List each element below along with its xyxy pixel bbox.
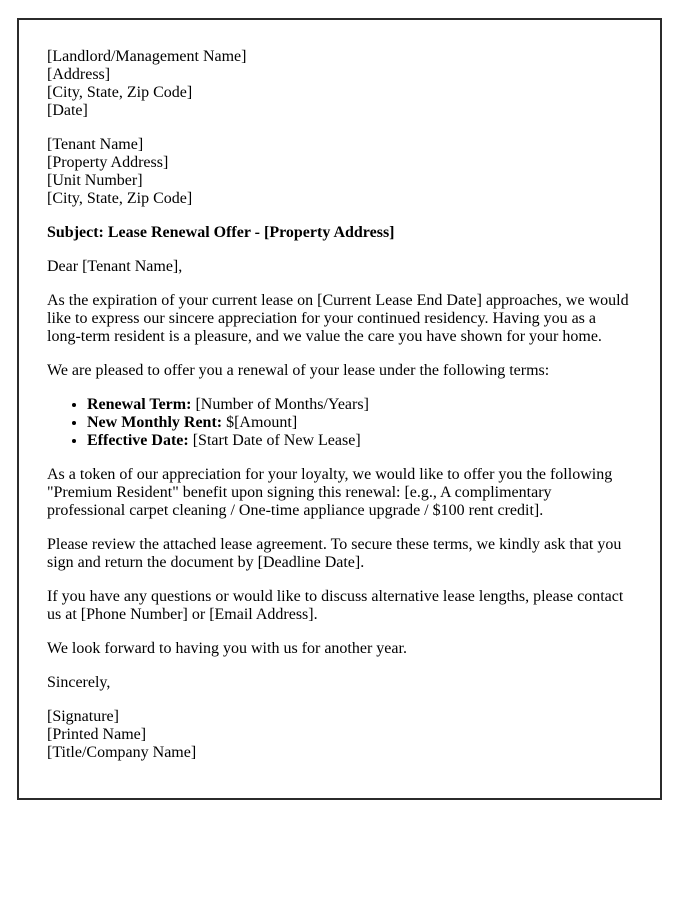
term-item-effective-date	[87, 432, 632, 450]
term-value: [Number of Months/Years]	[195, 396, 369, 413]
sender-block	[47, 48, 632, 120]
paragraph-renewal-intro: We are pleased to offer you a renewal of your lease under the following terms:	[47, 362, 550, 379]
recipient-name-line: [Tenant Name]	[47, 136, 144, 153]
paragraph-loyalty-benefit: As a token of our appreciation for your loyalty, we would like to offer you the following "Premium Resident" benefit upon signing this renewal: [e.g., A complimentary professional carpet cleaning / One-time appliance upgrade / $100 rent credit].	[47, 466, 613, 519]
recipient-block	[47, 136, 632, 208]
sender-city-line: [City, State, Zip Code]	[47, 84, 193, 101]
paragraph-review-request: Please review the attached lease agreement. To secure these terms, we kindly ask that you sign and return the document by [Deadline Date].	[47, 536, 622, 571]
terms-list	[47, 396, 632, 450]
salutation: Dear [Tenant Name],	[47, 258, 183, 275]
signature-line: [Signature]	[47, 708, 119, 725]
sender-address-line: [Address]	[47, 66, 111, 83]
paragraph-look-forward: We look forward to having you with us for another year.	[47, 640, 407, 657]
subject-line: Subject: Lease Renewal Offer - [Property Address]	[47, 224, 395, 241]
term-label: Effective Date:	[87, 432, 189, 449]
recipient-unit-line: [Unit Number]	[47, 172, 143, 189]
paragraph-contact-info: If you have any questions or would like to discuss alternative lease lengths, please contact us at [Phone Number] or [Email Address].	[47, 588, 624, 623]
signature-block	[47, 708, 632, 762]
recipient-city-line: [City, State, Zip Code]	[47, 190, 193, 207]
term-label: New Monthly Rent:	[87, 414, 223, 431]
paragraph-lease-expiration: As the expiration of your current lease on [Current Lease End Date] approaches, we would like to express our sincere appreciation for your continued residency. Having you as a long-term resident is a pleasure, and we value the care you have shown for your home.	[47, 292, 629, 345]
letter-page	[17, 18, 662, 800]
recipient-address-line: [Property Address]	[47, 154, 169, 171]
printed-name-line: [Printed Name]	[47, 726, 147, 743]
closing: Sincerely,	[47, 674, 111, 691]
sender-name-line: [Landlord/Management Name]	[47, 48, 247, 65]
term-value: $[Amount]	[226, 414, 298, 431]
term-label: Renewal Term:	[87, 396, 192, 413]
title-company-line: [Title/Company Name]	[47, 744, 197, 761]
sender-date-line: [Date]	[47, 102, 88, 119]
term-item-monthly-rent	[87, 414, 632, 432]
term-item-renewal-term	[87, 396, 632, 414]
term-value: [Start Date of New Lease]	[192, 432, 361, 449]
